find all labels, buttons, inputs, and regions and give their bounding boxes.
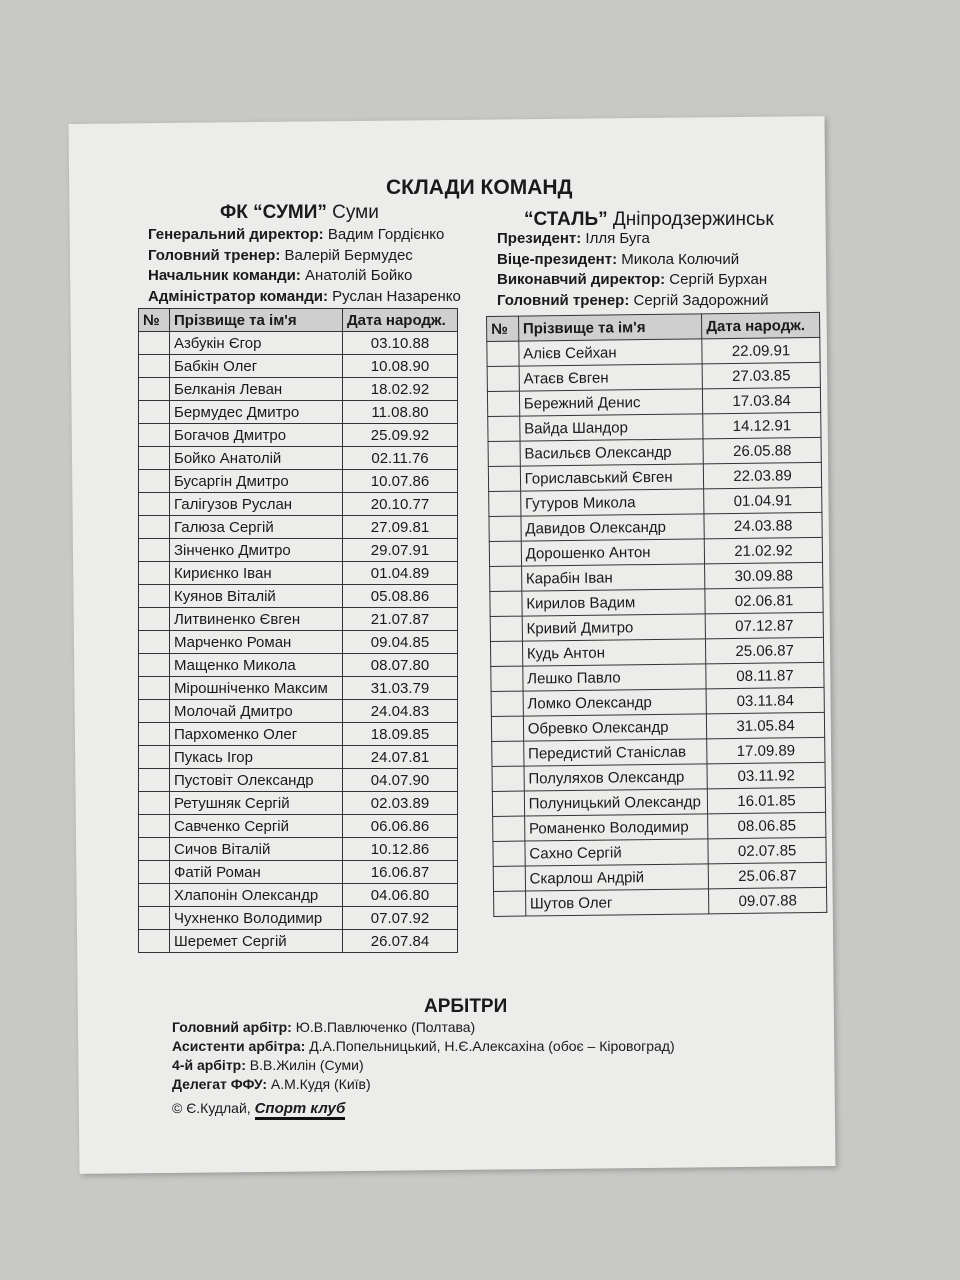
birth-date: 10.07.86	[343, 470, 458, 493]
table-row	[139, 884, 458, 907]
player-name: Литвиненко Євген	[170, 608, 343, 631]
number-cell	[493, 841, 525, 866]
player-name: Пархоменко Олег	[170, 723, 343, 746]
number-cell	[139, 332, 170, 355]
number-cell	[492, 741, 524, 766]
table-header	[139, 309, 458, 332]
number-cell	[139, 746, 170, 769]
number-cell	[139, 861, 170, 884]
number-cell	[139, 516, 170, 539]
player-name: Вайда Шандор	[519, 414, 703, 441]
player-name: Атаєв Євген	[519, 364, 703, 391]
player-name: Бермудес Дмитро	[170, 401, 343, 424]
team1-roster-table	[138, 308, 458, 953]
number-cell	[139, 792, 170, 815]
number-cell	[489, 541, 521, 566]
birth-date: 25.09.92	[343, 424, 458, 447]
birth-date: 31.03.79	[343, 677, 458, 700]
sport-club-logo: Спорт клуб	[255, 1100, 346, 1120]
referee-name: Д.А.Попельницький, Н.Є.Алексахіна (обоє – Кіровоград)	[309, 1038, 675, 1054]
staff-role: Головний тренер:	[497, 291, 630, 309]
birth-date: 08.11.87	[706, 662, 824, 688]
referee-role: 4-й арбітр:	[172, 1057, 246, 1073]
player-name: Кудь Антон	[522, 639, 706, 666]
table-row	[139, 907, 458, 930]
birth-date: 06.06.86	[343, 815, 458, 838]
number-cell	[489, 516, 521, 541]
staff-line	[148, 246, 461, 267]
player-name: Алієв Сейхан	[519, 339, 703, 366]
number-cell	[487, 366, 519, 391]
birth-date: 18.09.85	[343, 723, 458, 746]
staff-line	[497, 270, 768, 291]
team2-roster-table	[486, 312, 827, 917]
referee-line	[172, 1018, 675, 1037]
player-name: Бусаргін Дмитро	[170, 470, 343, 493]
birth-date: 03.11.84	[706, 687, 824, 713]
birth-date: 09.07.88	[709, 887, 827, 913]
table-row	[139, 516, 458, 539]
number-cell	[139, 585, 170, 608]
player-name: Кирилов Вадим	[522, 589, 706, 616]
number-cell	[139, 654, 170, 677]
number-cell	[139, 815, 170, 838]
table-row	[139, 654, 458, 677]
referees-list	[172, 1018, 675, 1094]
number-cell	[491, 716, 523, 741]
player-name: Марченко Роман	[170, 631, 343, 654]
table-row	[139, 930, 458, 953]
table-row	[139, 562, 458, 585]
player-name: Хлапонін Олександр	[170, 884, 343, 907]
table-row	[139, 608, 458, 631]
number-cell	[139, 470, 170, 493]
table-row	[139, 746, 458, 769]
player-name: Дорошенко Антон	[521, 539, 705, 566]
staff-name: Ілля Буга	[585, 230, 650, 247]
player-name: Гориславський Євген	[520, 464, 704, 491]
staff-name: Валерій Бермудес	[284, 246, 413, 264]
number-cell	[490, 616, 522, 641]
staff-role: Віце-президент:	[497, 250, 618, 268]
staff-name: Анатолій Бойко	[305, 267, 413, 284]
staff-role: Начальник команди:	[148, 267, 301, 284]
birth-date: 02.07.85	[708, 837, 826, 863]
staff-role: Генеральний директор:	[148, 226, 324, 243]
player-name: Полуляхов Олександр	[524, 764, 708, 791]
table-row	[139, 493, 458, 516]
table-row	[139, 677, 458, 700]
player-name: Гутуров Микола	[520, 489, 704, 516]
player-name: Богачов Дмитро	[170, 424, 343, 447]
birth-date: 24.03.88	[704, 512, 822, 538]
table-row	[139, 378, 458, 401]
number-cell	[139, 378, 170, 401]
number-cell	[493, 816, 525, 841]
table-row	[139, 792, 458, 815]
table-row	[139, 769, 458, 792]
team1-staff	[148, 225, 461, 307]
birth-date: 26.07.84	[343, 930, 458, 953]
birth-date: 17.09.89	[707, 737, 825, 763]
staff-line	[148, 287, 461, 308]
table-row	[139, 585, 458, 608]
page-title: СКЛАДИ КОМАНД	[386, 176, 573, 199]
staff-name: Сергій Задорожний	[633, 291, 769, 309]
column-header: Прізвище та ім'я	[518, 314, 702, 341]
player-name: Пукась Ігор	[170, 746, 343, 769]
staff-role: Виконавчий директор:	[497, 271, 666, 288]
number-cell	[494, 891, 526, 916]
team2-city: Дніпродзержинськ	[612, 209, 774, 230]
birth-date: 08.07.80	[343, 654, 458, 677]
birth-date: 22.03.89	[703, 462, 821, 488]
number-cell	[139, 401, 170, 424]
birth-date: 05.08.86	[343, 585, 458, 608]
team2-staff	[497, 229, 768, 311]
birth-date: 07.07.92	[343, 907, 458, 930]
referee-role: Делегат ФФУ:	[172, 1076, 267, 1092]
team1-name: ФК “СУМИ”	[220, 202, 327, 223]
team2-heading	[524, 209, 774, 231]
table-row	[139, 700, 458, 723]
table-row	[139, 815, 458, 838]
table-row	[139, 424, 458, 447]
birth-date: 16.01.85	[707, 787, 825, 813]
column-header: Дата народж.	[702, 312, 820, 338]
staff-name: Руслан Назаренко	[332, 287, 461, 305]
staff-line	[148, 266, 461, 287]
birth-date: 03.10.88	[343, 332, 458, 355]
table-row	[494, 887, 827, 916]
birth-date: 02.06.81	[705, 587, 823, 613]
number-cell	[490, 566, 522, 591]
team1-city: Суми	[332, 202, 379, 223]
number-cell	[139, 631, 170, 654]
table-row	[139, 838, 458, 861]
player-name: Пустовіт Олександр	[170, 769, 343, 792]
birth-date: 02.03.89	[343, 792, 458, 815]
player-name: Мірошніченко Максим	[170, 677, 343, 700]
number-cell	[491, 666, 523, 691]
number-cell	[139, 424, 170, 447]
number-cell	[139, 907, 170, 930]
referee-name: А.М.Кудя (Київ)	[270, 1076, 371, 1092]
staff-line	[497, 250, 768, 271]
player-name: Бойко Анатолій	[170, 447, 343, 470]
player-name: Белканія Леван	[170, 378, 343, 401]
birth-date: 01.04.91	[704, 487, 822, 513]
team2-name: “СТАЛЬ”	[524, 209, 608, 230]
birth-date: 04.06.80	[343, 884, 458, 907]
player-name: Кривий Дмитро	[522, 614, 706, 641]
player-name: Полуницький Олександр	[524, 789, 708, 816]
player-name: Шеремет Сергій	[170, 930, 343, 953]
player-name: Передистий Станіслав	[523, 739, 707, 766]
staff-name: Микола Колючий	[621, 250, 740, 268]
birth-date: 20.10.77	[343, 493, 458, 516]
column-header: Прізвище та ім'я	[170, 309, 343, 332]
column-header: №	[139, 309, 170, 332]
birth-date: 25.06.87	[706, 637, 824, 663]
birth-date: 24.07.81	[343, 746, 458, 769]
birth-date: 16.06.87	[343, 861, 458, 884]
player-name: Азбукін Єгор	[170, 332, 343, 355]
table-row	[139, 861, 458, 884]
birth-date: 22.09.91	[702, 337, 820, 363]
player-name: Куянов Віталій	[170, 585, 343, 608]
column-header: №	[487, 316, 519, 341]
number-cell	[139, 838, 170, 861]
birth-date: 03.11.92	[707, 762, 825, 788]
birth-date: 21.02.92	[704, 537, 822, 563]
staff-line	[497, 291, 768, 312]
number-cell	[488, 466, 520, 491]
number-cell	[490, 591, 522, 616]
birth-date: 24.04.83	[343, 700, 458, 723]
credit-text: © Є.Кудлай,	[172, 1100, 251, 1116]
number-cell	[139, 884, 170, 907]
birth-date: 14.12.91	[703, 412, 821, 438]
birth-date: 26.05.88	[703, 437, 821, 463]
birth-date: 11.08.80	[343, 401, 458, 424]
player-name: Ломко Олександр	[523, 689, 707, 716]
player-name: Шутов Олег	[525, 889, 709, 916]
number-cell	[490, 641, 522, 666]
table-row	[139, 631, 458, 654]
referees-title: АРБІТРИ	[424, 996, 508, 1017]
referee-line	[172, 1056, 675, 1075]
birth-date: 31.05.84	[707, 712, 825, 738]
player-name: Зінченко Дмитро	[170, 539, 343, 562]
staff-name: Сергій Бурхан	[669, 271, 768, 288]
birth-date: 10.12.86	[343, 838, 458, 861]
referee-line	[172, 1075, 675, 1094]
player-name: Давидов Олександр	[521, 514, 705, 541]
number-cell	[139, 562, 170, 585]
number-cell	[139, 608, 170, 631]
player-name: Фатій Роман	[170, 861, 343, 884]
number-cell	[488, 441, 520, 466]
number-cell	[139, 677, 170, 700]
staff-line	[497, 229, 768, 250]
birth-date: 10.08.90	[343, 355, 458, 378]
staff-role: Головний тренер:	[148, 246, 281, 264]
player-name: Васильєв Олександр	[520, 439, 704, 466]
team1-heading	[220, 202, 379, 224]
player-name: Бабкін Олег	[170, 355, 343, 378]
player-name: Кириєнко Іван	[170, 562, 343, 585]
staff-role: Президент:	[497, 230, 582, 247]
birth-date: 21.07.87	[343, 608, 458, 631]
table-row	[139, 470, 458, 493]
number-cell	[492, 766, 524, 791]
player-name: Карабін Іван	[521, 564, 705, 591]
number-cell	[139, 700, 170, 723]
number-cell	[139, 930, 170, 953]
number-cell	[139, 723, 170, 746]
number-cell	[491, 691, 523, 716]
number-cell	[489, 491, 521, 516]
referee-name: Ю.В.Павлюченко (Полтава)	[295, 1019, 476, 1035]
referee-role: Головний арбітр:	[172, 1019, 292, 1035]
player-name: Мащенко Микола	[170, 654, 343, 677]
player-name: Лешко Павло	[523, 664, 707, 691]
table-row	[139, 355, 458, 378]
player-name: Савченко Сергій	[170, 815, 343, 838]
player-name: Романенко Володимир	[524, 814, 708, 841]
column-header: Дата народж.	[343, 309, 458, 332]
birth-date: 07.12.87	[705, 612, 823, 638]
birth-date: 25.06.87	[708, 862, 826, 888]
table-row	[139, 539, 458, 562]
staff-role: Адміністратор команди:	[148, 287, 328, 305]
player-name: Сичов Віталій	[170, 838, 343, 861]
birth-date: 17.03.84	[703, 387, 821, 413]
staff-line	[148, 225, 461, 246]
credit	[172, 1100, 345, 1120]
referee-role: Асистенти арбітра:	[172, 1038, 306, 1054]
player-name: Ретушняк Сергій	[170, 792, 343, 815]
birth-date: 01.04.89	[343, 562, 458, 585]
number-cell	[487, 391, 519, 416]
table-row	[139, 332, 458, 355]
number-cell	[139, 355, 170, 378]
birth-date: 27.09.81	[343, 516, 458, 539]
number-cell	[139, 769, 170, 792]
table-row	[139, 401, 458, 424]
number-cell	[487, 341, 519, 366]
birth-date: 02.11.76	[343, 447, 458, 470]
number-cell	[488, 416, 520, 441]
birth-date: 04.07.90	[343, 769, 458, 792]
number-cell	[139, 493, 170, 516]
birth-date: 09.04.85	[343, 631, 458, 654]
referee-line	[172, 1037, 675, 1056]
number-cell	[492, 791, 524, 816]
player-name: Скарлош Андрій	[525, 864, 709, 891]
birth-date: 30.09.88	[705, 562, 823, 588]
player-name: Галігузов Руслан	[170, 493, 343, 516]
birth-date: 18.02.92	[343, 378, 458, 401]
player-name: Молочай Дмитро	[170, 700, 343, 723]
birth-date: 08.06.85	[708, 812, 826, 838]
player-name: Бережний Денис	[519, 389, 703, 416]
table-row	[139, 447, 458, 470]
player-name: Галюза Сергій	[170, 516, 343, 539]
number-cell	[493, 866, 525, 891]
staff-name: Вадим Гордієнко	[327, 226, 445, 243]
table-row	[139, 723, 458, 746]
number-cell	[139, 447, 170, 470]
player-name: Чухненко Володимир	[170, 907, 343, 930]
birth-date: 29.07.91	[343, 539, 458, 562]
number-cell	[139, 539, 170, 562]
player-name: Обревко Олександр	[523, 714, 707, 741]
player-name: Сахно Сергій	[525, 839, 709, 866]
birth-date: 27.03.85	[702, 362, 820, 388]
referee-name: В.В.Жилін (Суми)	[249, 1057, 364, 1073]
